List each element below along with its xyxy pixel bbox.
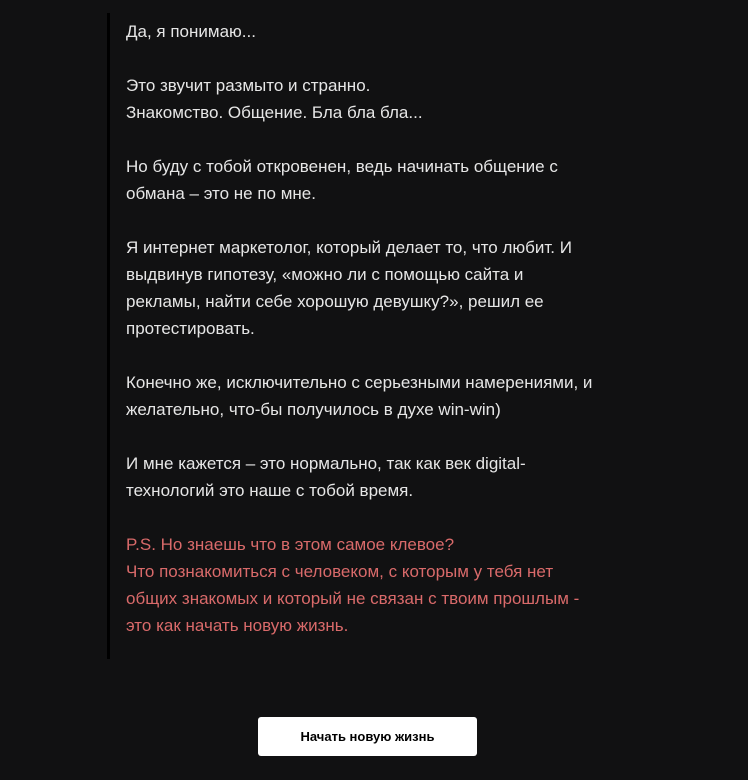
paragraph-3: Но буду с тобой откровенен, ведь начинать общение с обмана – это не по мне. <box>126 157 558 203</box>
quote-bar <box>107 13 110 659</box>
message-text-block <box>126 18 626 666</box>
paragraph-1: Да, я понимаю... <box>126 22 256 41</box>
paragraph-6: И мне кажется – это нормально, так как век digital- технологий это наше с тобой время. <box>126 454 526 500</box>
paragraph-2: Это звучит размыто и странно. Знакомство. Общение. Бла бла бла... <box>126 76 423 122</box>
start-new-life-button[interactable]: Начать новую жизнь <box>258 717 477 756</box>
paragraph-5: Конечно же, исключительно с серьезными намерениями, и желательно, что-бы получилось в духе win-win) <box>126 373 593 419</box>
ps-paragraph: P.S. Но знаешь что в этом самое клевое? Что познакомиться с человеком, с которым у тебя нет общих знакомых и который не связан с твоим прошлым - это как начать новую жизнь. <box>126 535 580 635</box>
paragraph-4: Я интернет маркетолог, который делает то, что любит. И выдвинув гипотезу, «можно ли с помощью сайта и рекламы, найти себе хорошую девушку?», решил ее протестировать. <box>126 238 572 338</box>
